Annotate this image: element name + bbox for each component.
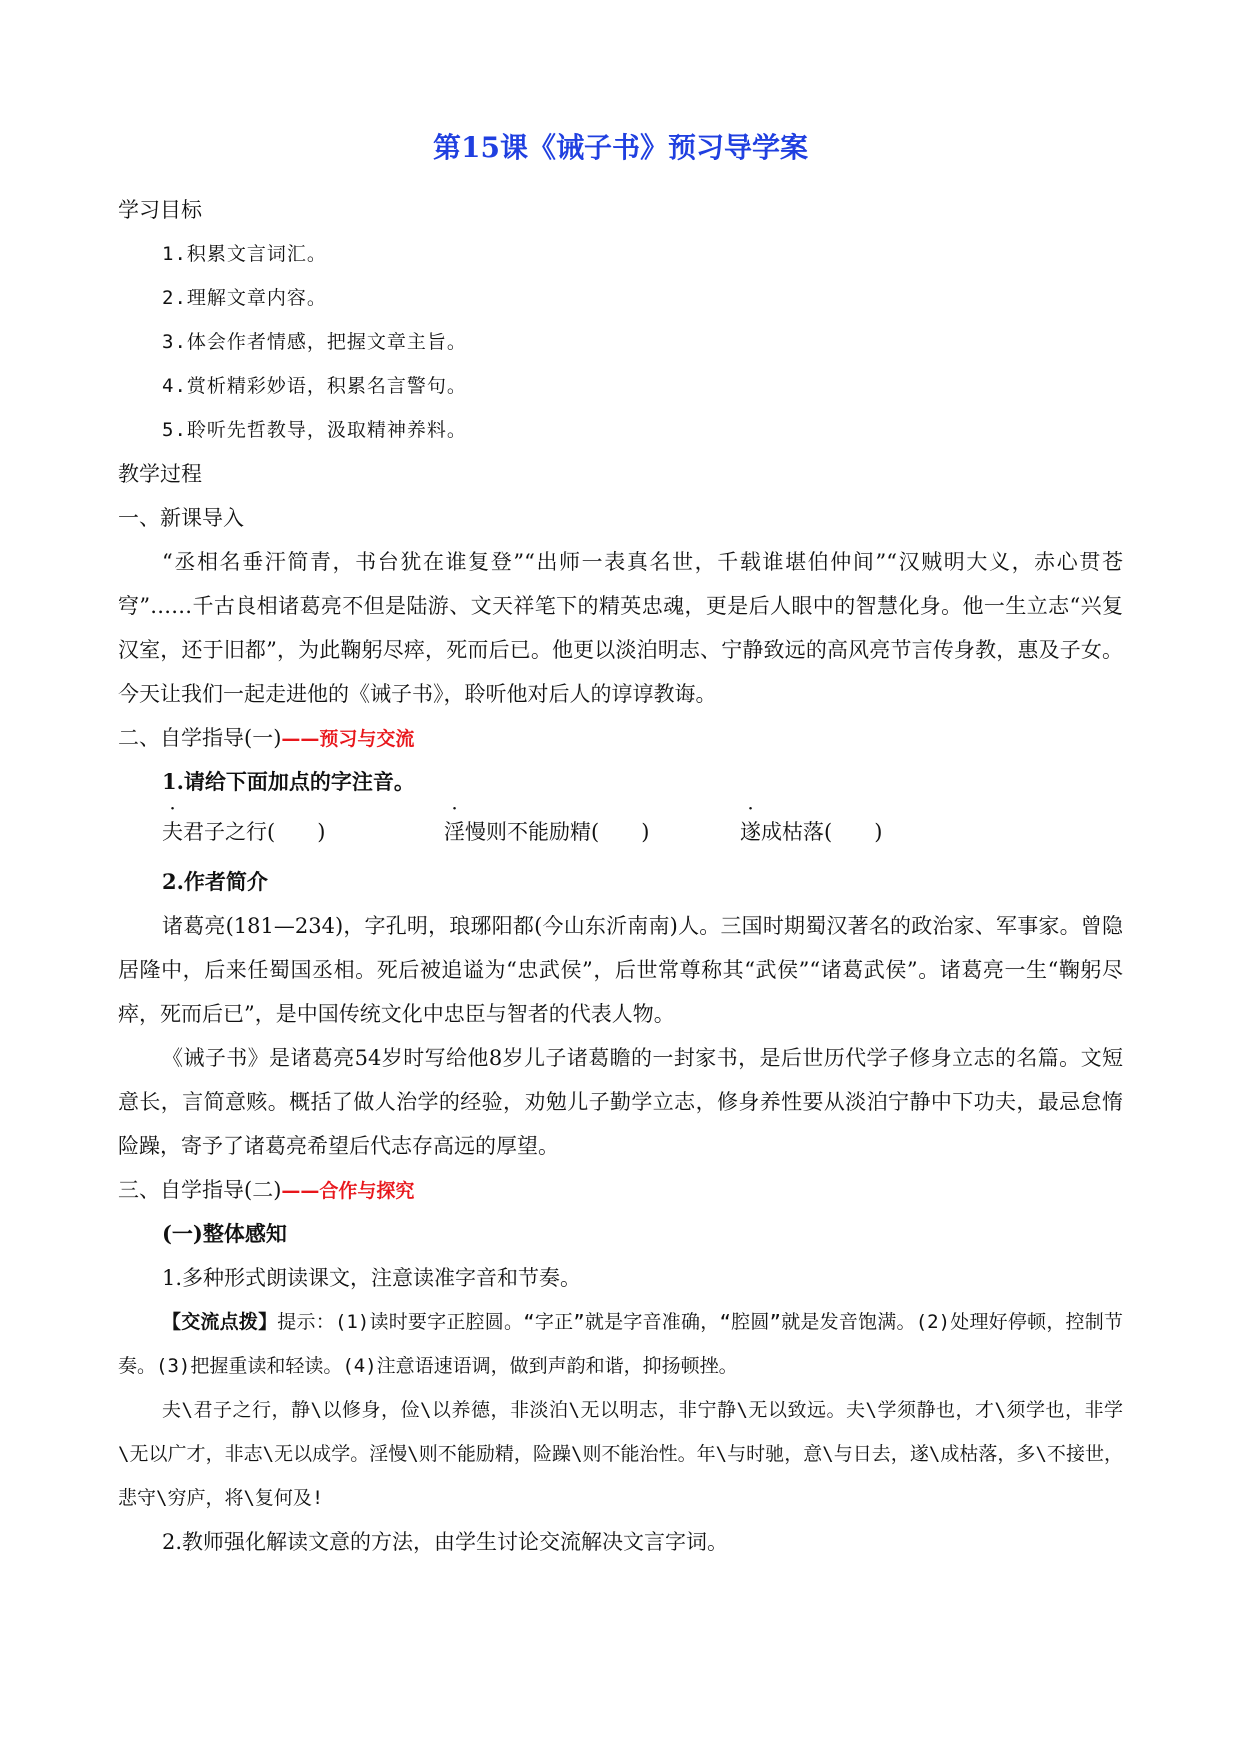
dotted-character: 遂 — [740, 820, 761, 844]
tip-label: 【交流点拨】 — [162, 1311, 278, 1333]
pinyin-question-text: 慢则不能励精( ) — [465, 820, 650, 844]
sub-heading: (一)整体感知 — [162, 1221, 287, 1246]
tip-text: 提示：(1)读时要字正腔圆。“字正”就是字音准确，“腔圆”就是发音饱满。(2)处理好停顿，控制节奏。(3)把握重读和轻读。(4)注意语速语调，做到声韵和谐，抑扬顿挫。 — [118, 1311, 1123, 1377]
author-bio-paragraph: 诸葛亮(181—234)，字孔明，琅琊阳都(今山东沂南南)人。三国时期蜀汉著名的政治家、军事家。曾隐居隆中，后来任蜀国丞相。死后被追谥为“忠武侯”，后世常尊称其“武侯”“诸葛武侯”。诸葛亮一生“鞠躬尽瘁，死而后已”，是中国传统文化中忠臣与智者的代表人物。 — [118, 914, 1123, 1026]
objectives-heading: 学习目标 — [118, 198, 202, 222]
pinyin-question — [162, 810, 444, 860]
section2-heading-suffix: ——预习与交流 — [281, 728, 415, 750]
question2-title: 2.作者简介 — [162, 869, 268, 894]
objective-item: 3.体会作者情感，把握文章主旨。 — [162, 331, 467, 353]
section2-heading-prefix: 二、自学指导(一) — [118, 726, 282, 750]
section1-heading: 一、新课导入 — [118, 506, 244, 530]
objective-item: 1.积累文言词汇。 — [162, 243, 327, 265]
process-heading: 教学过程 — [118, 462, 202, 486]
pinyin-questions — [118, 810, 1123, 860]
intro-paragraph: “丞相名垂汗简青，书台犹在谁复登”“出师一表真名世，千载谁堪伯仲间”“汉贼明大义，赤心贯苍穹”……千古良相诸葛亮不但是陆游、文天祥笔下的精英忠魂，更是后人眼中的智慧化身。他一生立志“兴复汉室，还于旧都”，为此鞠躬尽瘁，死而后已。他更以淡泊明志、宁静致远的高风亮节言传身教，惠及子女。今天让我们一起走进他的《诫子书》，聆听他对后人的谆谆教诲。 — [118, 550, 1123, 706]
section3-heading — [118, 1168, 1123, 1212]
objective-item: 2.理解文章内容。 — [162, 287, 327, 309]
pinyin-question-text: 成枯落( ) — [761, 820, 883, 844]
text-intro-paragraph: 《诫子书》是诸葛亮54岁时写给他8岁儿子诸葛瞻的一封家书，是后世历代学子修身立志的名篇。文短意长，言简意赅。概括了做人治学的经验，劝勉儿子勤学立志，修身养性要从淡泊宁静中下功夫，最忌怠惰险躁，寄予了诸葛亮希望后代志存高远的厚望。 — [118, 1046, 1123, 1158]
segmented-text: 夫\君子之行，静\以修身，俭\以养德，非淡泊\无以明志，非宁静\无以致远。夫\学须静也，才\须学也，非学\无以广才，非志\无以成学。淫慢\则不能励精，险躁\则不能治性。年\与时驰，意\与日去，遂\成枯落，多\不接世，悲守\穷庐，将\复何及! — [118, 1399, 1123, 1509]
section2-heading — [118, 716, 1123, 760]
pinyin-question-text: 君子之行( ) — [183, 820, 326, 844]
pinyin-question — [444, 810, 740, 860]
page-title: 第15课《诫子书》预习导学案 — [433, 131, 808, 164]
section3-heading-prefix: 三、自学指导(二) — [118, 1178, 282, 1202]
objective-item: 5.聆听先哲教导，汲取精神养料。 — [162, 419, 467, 441]
dotted-character: 淫 — [444, 820, 465, 844]
task-item: 1.多种形式朗读课文，注意读准字音和节奏。 — [162, 1266, 582, 1290]
task-item: 2.教师强化解读文意的方法，由学生讨论交流解决文言字词。 — [162, 1530, 729, 1554]
question1-title: 1.请给下面加点的字注音。 — [162, 769, 415, 794]
tip-paragraph — [118, 1300, 1123, 1388]
dotted-character: 夫 — [162, 820, 183, 844]
pinyin-question — [740, 810, 882, 860]
objective-item: 4.赏析精彩妙语，积累名言警句。 — [162, 375, 467, 397]
section3-heading-suffix: ——合作与探究 — [281, 1180, 415, 1202]
